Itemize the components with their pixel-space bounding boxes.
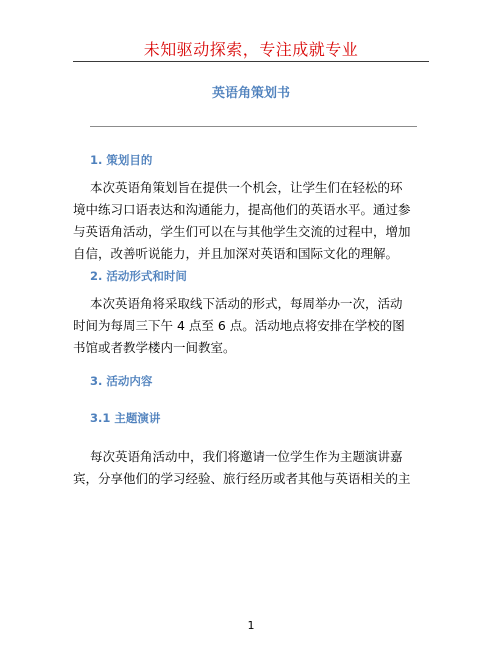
- section-paragraph-format: [73, 293, 430, 359]
- section-heading-purpose: 1. 策划目的: [90, 153, 153, 167]
- section-heading-content: 3. 活动内容: [90, 374, 153, 388]
- page-number: 1: [247, 619, 255, 632]
- paragraph-line: 与英语角活动，学生们可以在与其他学生交流的过程中，增加: [73, 224, 411, 239]
- paragraph-line: 宾，分享他们的学习经验、旅行经历或者其他与英语相关的主: [73, 471, 411, 486]
- title-divider: [90, 126, 417, 127]
- section-heading-keynote: 3.1 主题演讲: [90, 411, 161, 425]
- paragraph-line: 每次英语角活动中，我们将邀请一位学生作为主题演讲嘉: [90, 449, 403, 464]
- paragraph-line: 境中练习口语表达和沟通能力，提高他们的英语水平。通过参: [73, 202, 411, 217]
- paragraph-line: 本次英语角策划旨在提供一个机会，让学生们在轻松的环: [90, 180, 403, 195]
- section-paragraph-keynote: [73, 446, 430, 490]
- paragraph-line: 书馆或者教学楼内一间教室。: [73, 340, 236, 355]
- section-heading-format: 2. 活动形式和时间: [90, 269, 187, 283]
- section-paragraph-purpose: [73, 177, 430, 265]
- header-divider: [73, 61, 429, 62]
- document-title: 英语角策划书: [211, 86, 290, 101]
- paragraph-line: 时间为每周三下午 4 点至 6 点。活动地点将安排在学校的图: [73, 318, 405, 333]
- paragraph-line: 本次英语角将采取线下活动的形式，每周举办一次，活动: [90, 296, 403, 311]
- running-header: 未知驱动探索，专注成就专业: [143, 40, 359, 59]
- paragraph-line: 自信，改善听说能力，并且加深对英语和国际文化的理解。: [73, 246, 399, 261]
